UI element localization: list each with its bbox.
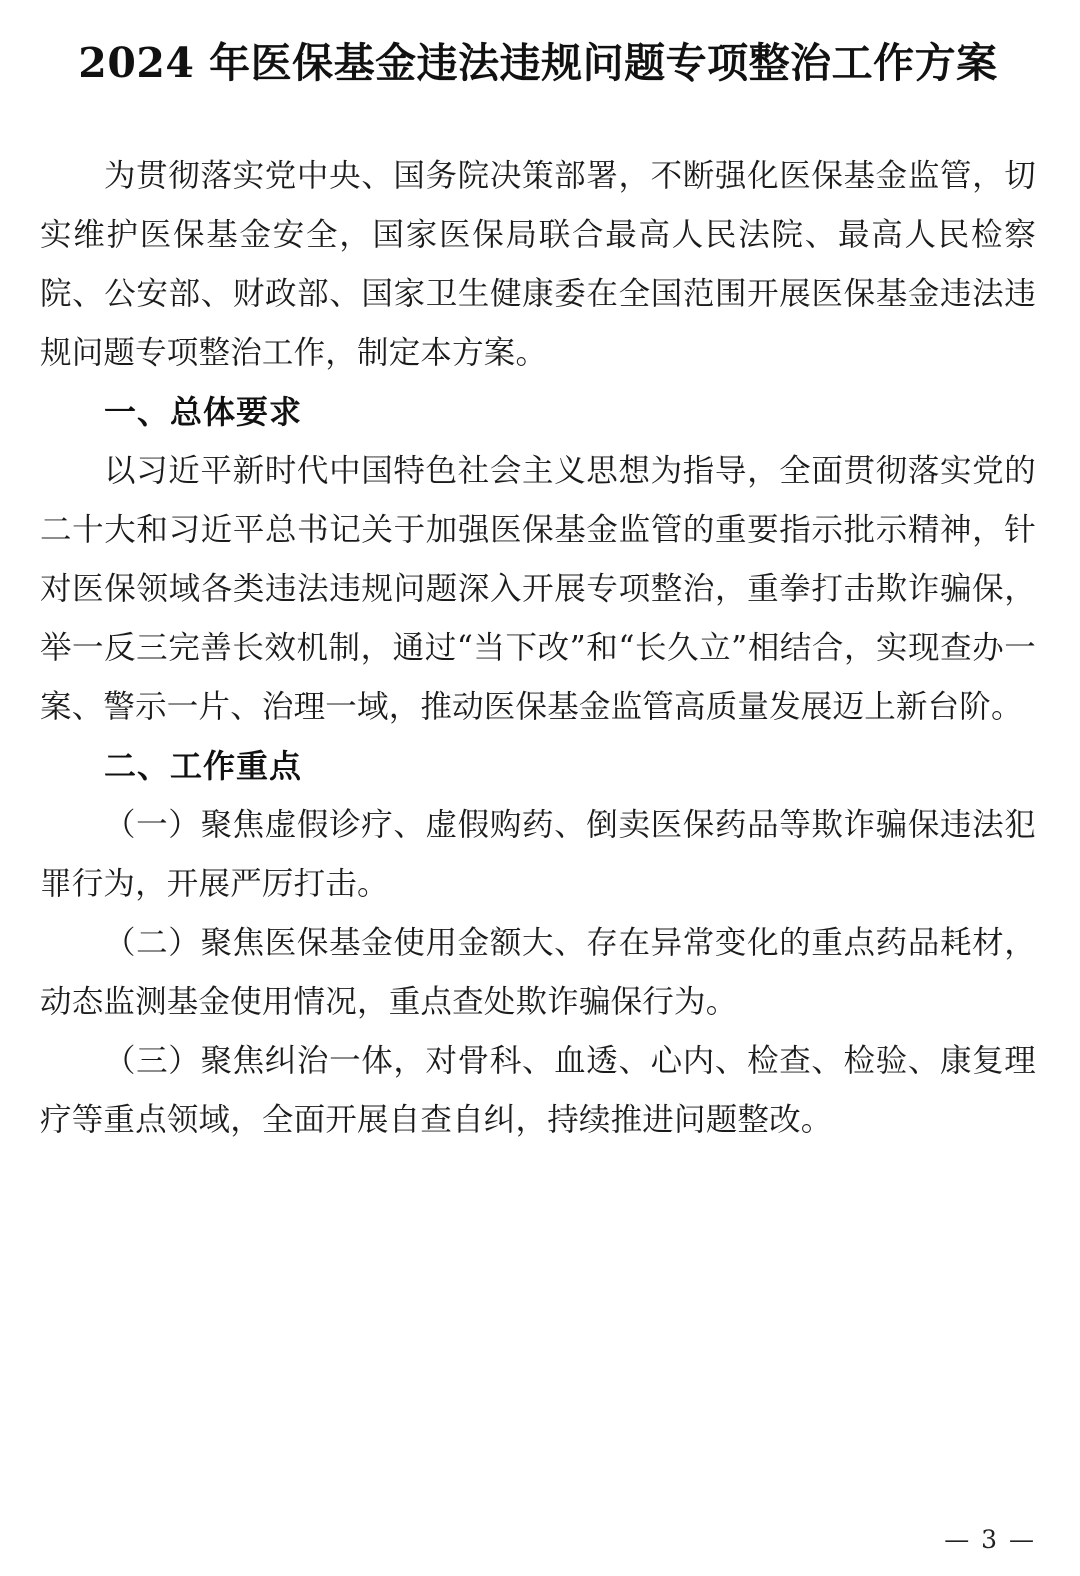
document-body [40, 147, 1036, 1150]
paragraph-item-three: （三）聚焦纠治一体，对骨科、血透、心内、检查、检验、康复理疗等重点领域，全面开展自查自纠，持续推进问题整改。 [40, 1043, 1036, 1139]
page-number: — 3 — [944, 1525, 1036, 1554]
paragraph-intro: 为贯彻落实党中央、国务院决策部署，不断强化医保基金监管，切实维护医保基金安全，国家医保局联合最高人民法院、最高人民检察院、公安部、财政部、国家卫生健康委在全国范围开展医保基金违法违规问题专项整治工作，制定本方案。 [40, 158, 1036, 372]
page-title: 2024 年医保基金违法违规问题专项整治工作方案 [78, 39, 998, 87]
section-heading-overall-requirements: 一、总体要求 [104, 393, 303, 432]
section-heading-work-focus: 二、工作重点 [104, 747, 303, 786]
paragraph-item-two: （二）聚焦医保基金使用金额大、存在异常变化的重点药品耗材，动态监测基金使用情况，重点查处欺诈骗保行为。 [40, 925, 1036, 1021]
paragraph-item-one: （一）聚焦虚假诊疗、虚假购药、倒卖医保药品等欺诈骗保违法犯罪行为，开展严厉打击。 [40, 807, 1036, 903]
paragraph-overall-requirements: 以习近平新时代中国特色社会主义思想为指导，全面贯彻落实党的二十大和习近平总书记关于加强医保基金监管的重要指示批示精神，针对医保领域各类违法违规问题深入开展专项整治，重拳打击欺诈骗保，举一反三完善长效机制，通过“当下改”和“长久立”相结合，实现查办一案、警示一片、治理一域，推动医保基金监管高质量发展迈上新台阶。 [40, 453, 1036, 726]
